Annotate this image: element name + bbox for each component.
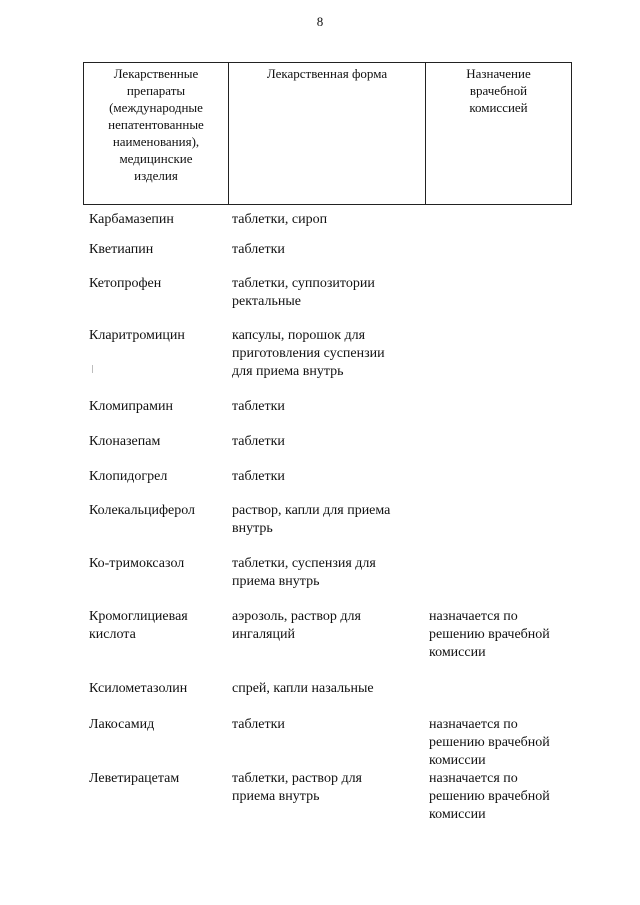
drug-form: таблетки (232, 434, 285, 449)
header-col-commission-line: Назначение (466, 66, 531, 81)
drug-name: Кларитромицин (89, 328, 185, 343)
header-col-commission-line: комиссией (469, 100, 528, 115)
drug-form-line: таблетки, суспензия для (232, 556, 376, 571)
drug-form (232, 608, 361, 644)
drug-form-line: таблетки, раствор для (232, 771, 362, 786)
header-col-form-label: Лекарственная форма (266, 66, 388, 81)
drug-form-line: приема внутрь (232, 789, 320, 804)
commission-note-line: решению врачебной (429, 789, 550, 804)
drug-name (89, 608, 188, 644)
drug-form (232, 555, 376, 591)
header-col-commission-line: врачебной (469, 83, 528, 98)
drug-name: Кетопрофен (89, 276, 162, 291)
scan-mark (92, 365, 93, 373)
drug-form-line: внутрь (232, 521, 273, 536)
page-number: 8 (316, 14, 324, 29)
header-col-drugs-line: изделия (134, 168, 178, 183)
commission-note-line: решению врачебной (429, 735, 550, 750)
commission-note-line: назначается по (429, 771, 518, 786)
drug-form-line: аэрозоль, раствор для (232, 609, 361, 624)
header-col-drugs-line: Лекарственные (113, 66, 199, 81)
drug-name: Лакосамид (89, 717, 155, 732)
drug-form (232, 502, 390, 538)
drug-form: таблетки (232, 469, 285, 484)
drug-name: Кветиапин (89, 242, 154, 257)
drug-form: таблетки, сироп (232, 212, 328, 227)
header-col-drugs-line: (международные (109, 100, 203, 115)
drug-form-line: таблетки, суппозитории (232, 276, 375, 291)
drug-form-line: капсулы, порошок для (232, 328, 366, 343)
drug-form-line: приема внутрь (232, 574, 320, 589)
commission-note (429, 770, 550, 824)
drug-name: Колекальциферол (89, 503, 196, 518)
drug-form-line: для приема внутрь (232, 364, 344, 379)
header-col-drugs-line: наименования), (112, 134, 200, 149)
drug-form: спрей, капли назальные (232, 681, 374, 696)
header-col-drugs-line: непатентованные (108, 117, 204, 132)
commission-note-line: комиссии (429, 645, 486, 660)
commission-note-line: решению врачебной (429, 627, 550, 642)
commission-note (429, 608, 550, 662)
drug-name: Клопидогрел (89, 469, 168, 484)
drug-form-line: ректальные (232, 294, 301, 309)
header-col-drugs-line: медицинские (119, 151, 193, 166)
drug-form: таблетки (232, 399, 285, 414)
drug-form-line: раствор, капли для приема (232, 503, 391, 518)
drug-form: таблетки (232, 717, 285, 732)
drug-name-line: Кромоглициевая (89, 609, 188, 624)
drug-form-line: ингаляций (232, 627, 295, 642)
drug-form (232, 275, 375, 311)
drug-name: Карбамазепин (89, 212, 174, 227)
drug-form (232, 770, 362, 806)
commission-note-line: комиссии (429, 753, 486, 768)
header-col-drugs-line: препараты (126, 83, 186, 98)
drug-name: Ко-тримоксазол (89, 556, 185, 571)
drug-form: таблетки (232, 242, 285, 257)
commission-note-line: комиссии (429, 807, 486, 822)
commission-note-line: назначается по (429, 609, 518, 624)
drug-name: Кломипрамин (89, 399, 173, 414)
drug-form (232, 327, 385, 381)
drug-form-line: приготовления суспензии (232, 346, 385, 361)
drug-name: Клоназепам (89, 434, 161, 449)
commission-note-line: назначается по (429, 717, 518, 732)
drug-name: Леветирацетам (89, 771, 180, 786)
drug-name-line: кислота (89, 627, 136, 642)
commission-note (429, 716, 550, 770)
drug-name: Ксилометазолин (89, 681, 188, 696)
